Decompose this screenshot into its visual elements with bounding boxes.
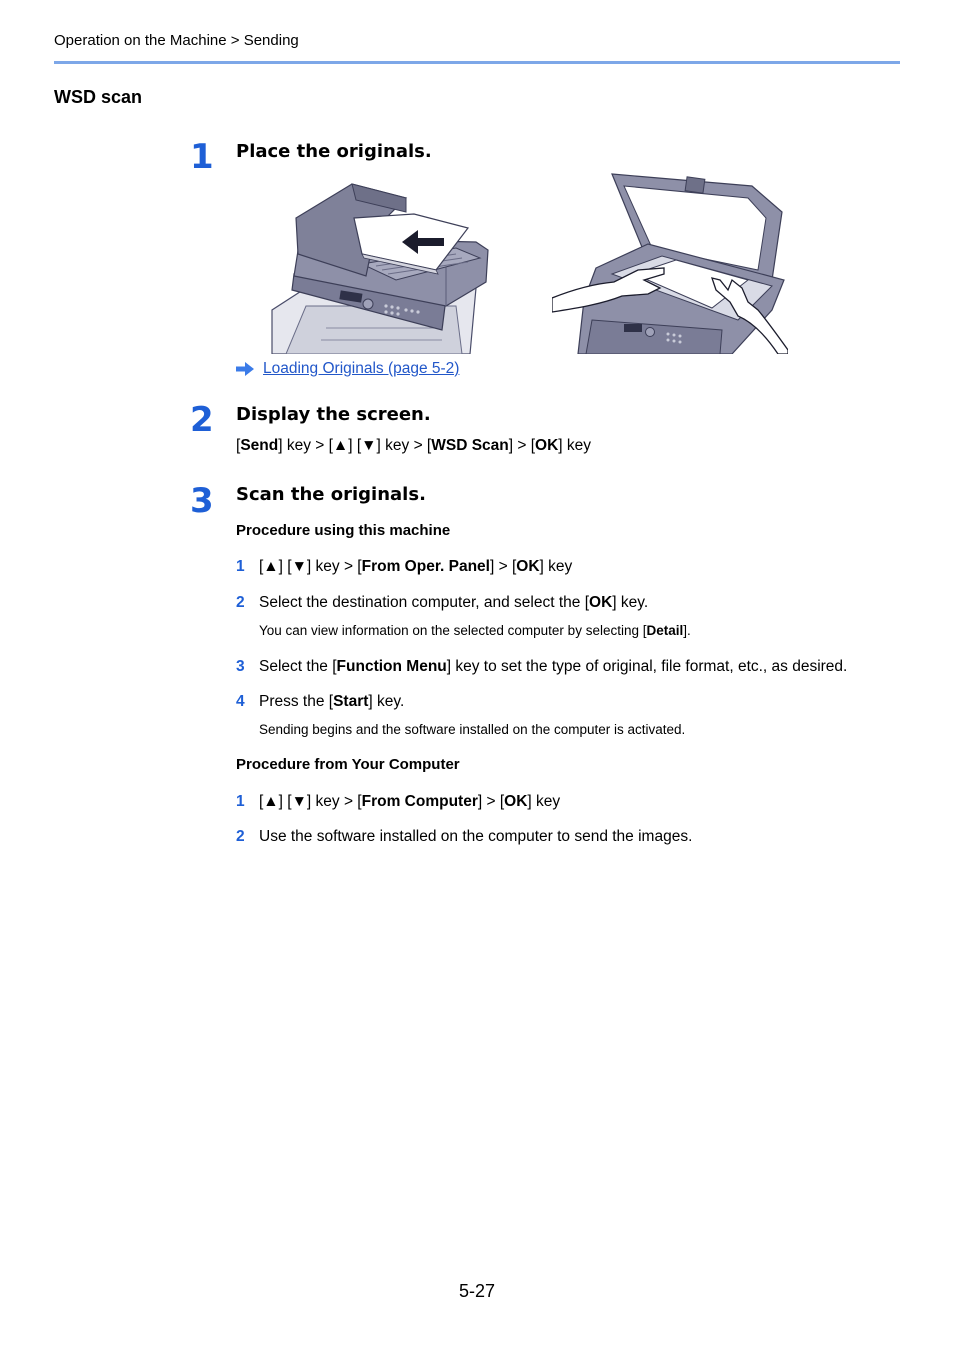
computer-item-1-number: 1 <box>236 793 245 810</box>
machine-item-4-number: 4 <box>236 693 245 710</box>
platen-illustration <box>552 170 788 354</box>
machine-item-2-number: 2 <box>236 594 245 611</box>
step-3-title: Scan the originals. <box>236 484 426 505</box>
computer-item-1-text: [▲] [▼] key > [From Computer] > [OK] key <box>259 793 561 810</box>
computer-item-2-number: 2 <box>236 828 245 845</box>
machine-item-2-text: Select the destination computer, and select the [OK] key. <box>259 594 649 611</box>
computer-procedure-heading: Procedure from Your Computer <box>236 756 460 773</box>
computer-item-2-text: Use the software installed on the computer to send the images. <box>259 828 693 845</box>
link-arrow-icon <box>236 362 254 376</box>
breadcrumb: Operation on the Machine > Sending <box>54 32 299 49</box>
document-processor-illustration <box>266 178 494 354</box>
machine-item-1-text: [▲] [▼] key > [From Oper. Panel] > [OK] key <box>259 558 573 575</box>
machine-item-3-text: Select the [Function Menu] key to set the type of original, file format, etc., as desired. <box>259 658 848 675</box>
machine-item-1-number: 1 <box>236 558 245 575</box>
step-2-number: 2 <box>190 400 214 440</box>
step-2-instruction: [Send] key > [▲] [▼] key > [WSD Scan] > [OK] key <box>236 437 592 454</box>
machine-procedure-heading: Procedure using this machine <box>236 522 451 539</box>
step-2-title: Display the screen. <box>236 404 431 425</box>
page-number: 5-27 <box>458 1281 496 1301</box>
section-title: WSD scan <box>54 87 143 107</box>
machine-item-4-text: Press the [Start] key. <box>259 693 405 710</box>
step-3-number: 3 <box>190 481 214 521</box>
loading-originals-link[interactable]: Loading Originals (page 5-2) <box>263 360 460 377</box>
machine-item-4-note: Sending begins and the software installed on the computer is activated. <box>259 722 686 737</box>
step-1-title: Place the originals. <box>236 141 432 162</box>
header-divider <box>54 61 900 64</box>
step-1-number: 1 <box>190 137 214 177</box>
machine-item-3-number: 3 <box>236 658 245 675</box>
machine-item-2-note: You can view information on the selected computer by selecting [Detail]. <box>259 623 691 638</box>
